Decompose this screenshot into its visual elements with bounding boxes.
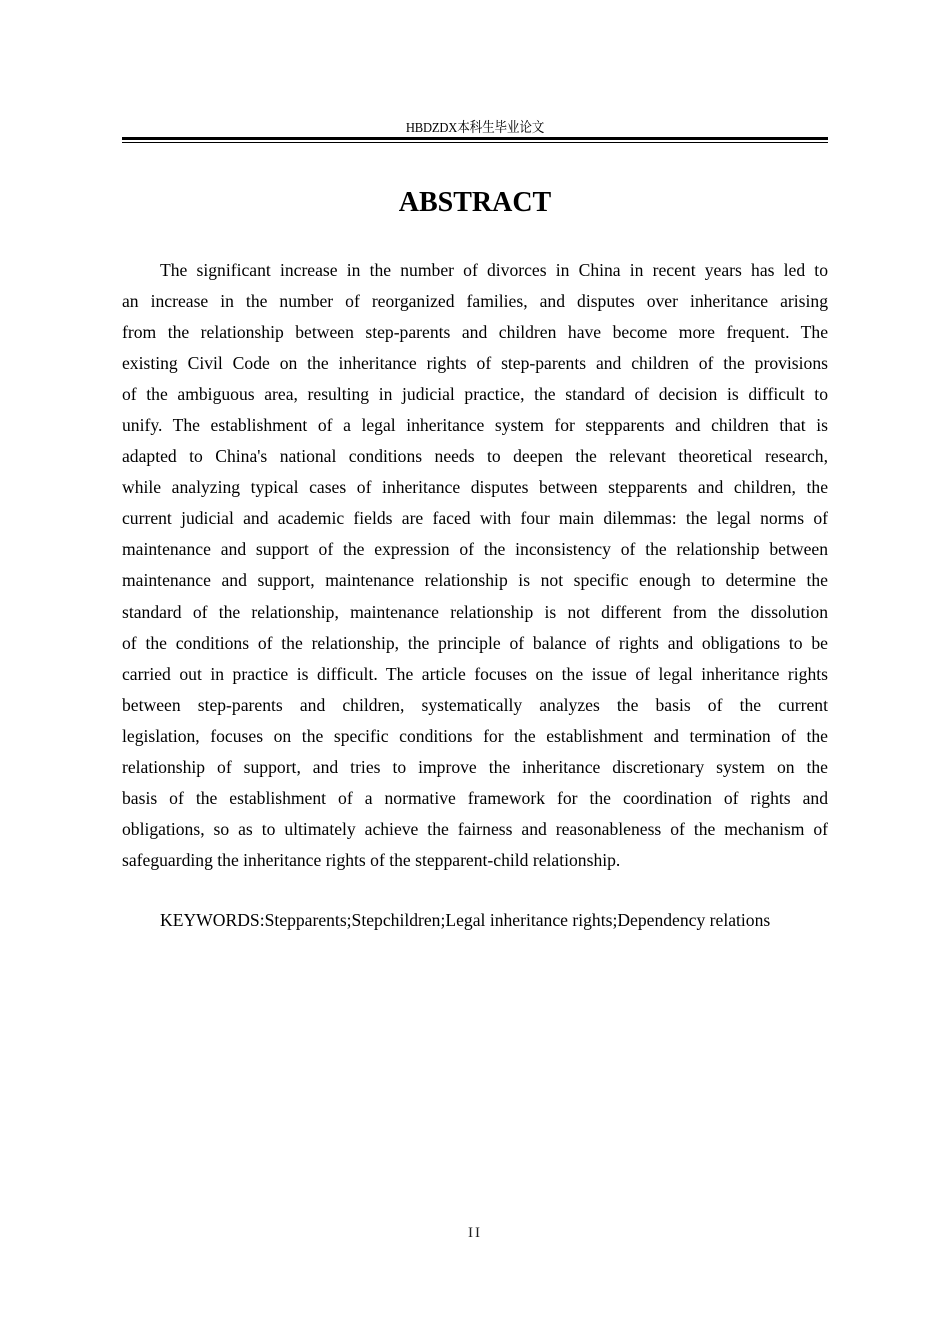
abstract-line: existing Civil Code on the inheritance rights of step-parents and children of the provisions xyxy=(122,353,828,374)
abstract-line: unify. The establishment of a legal inheritance system for stepparents and children that is xyxy=(122,415,828,436)
abstract-line: The significant increase in the number of divorces in China in recent years has led to xyxy=(160,260,828,280)
abstract-line: relationship of support, and tries to improve the inheritance discretionary system on the xyxy=(122,756,828,777)
abstract-line: carried out in practice is difficult. The article focuses on the issue of legal inheritance rights xyxy=(122,663,828,684)
abstract-line: safeguarding the inheritance rights of the stepparent-child relationship. xyxy=(122,849,621,870)
abstract-line: legislation, focuses on the specific conditions for the establishment and termination of the xyxy=(122,725,828,746)
abstract-line: from the relationship between step-parents and children have become more frequent. The xyxy=(122,322,828,343)
abstract-line: between step-parents and children, systematically analyzes the basis of the current xyxy=(122,694,828,715)
keywords: KEYWORDS:Stepparents;Stepchildren;Legal inheritance rights;Dependency relations xyxy=(160,910,771,930)
abstract-line: basis of the establishment of a normative framework for the coordination of rights and xyxy=(122,787,828,808)
abstract-line: while analyzing typical cases of inheritance disputes between stepparents and children, the xyxy=(122,477,828,498)
abstract-paragraph xyxy=(122,257,828,878)
running-header: HBDZDX本科生毕业论文 xyxy=(405,121,545,136)
header-rule-thick xyxy=(122,137,828,140)
abstract-line: of the conditions of the relationship, the principle of balance of rights and obligations to be xyxy=(122,632,828,653)
abstract-line: adapted to China's national conditions needs to deepen the relevant theoretical research, xyxy=(122,446,828,467)
abstract-line: of the ambiguous area, resulting in judicial practice, the standard of decision is difficult to xyxy=(122,384,828,405)
abstract-line: an increase in the number of reorganized families, and disputes over inheritance arising xyxy=(122,291,828,312)
abstract-line: standard of the relationship, maintenance relationship is not different from the dissolution xyxy=(122,601,828,622)
page-number: II xyxy=(468,1225,482,1241)
abstract-line: current judicial and academic fields are faced with four main dilemmas: the legal norms of xyxy=(122,508,828,529)
abstract-line: obligations, so as to ultimately achieve the fairness and reasonableness of the mechanism of xyxy=(122,818,828,839)
page-title: ABSTRACT xyxy=(398,187,552,218)
abstract-line: maintenance and support of the expression of the inconsistency of the relationship between xyxy=(122,539,828,560)
header-rule-thin xyxy=(122,142,828,143)
abstract-line: maintenance and support, maintenance relationship is not specific enough to determine the xyxy=(122,570,828,591)
